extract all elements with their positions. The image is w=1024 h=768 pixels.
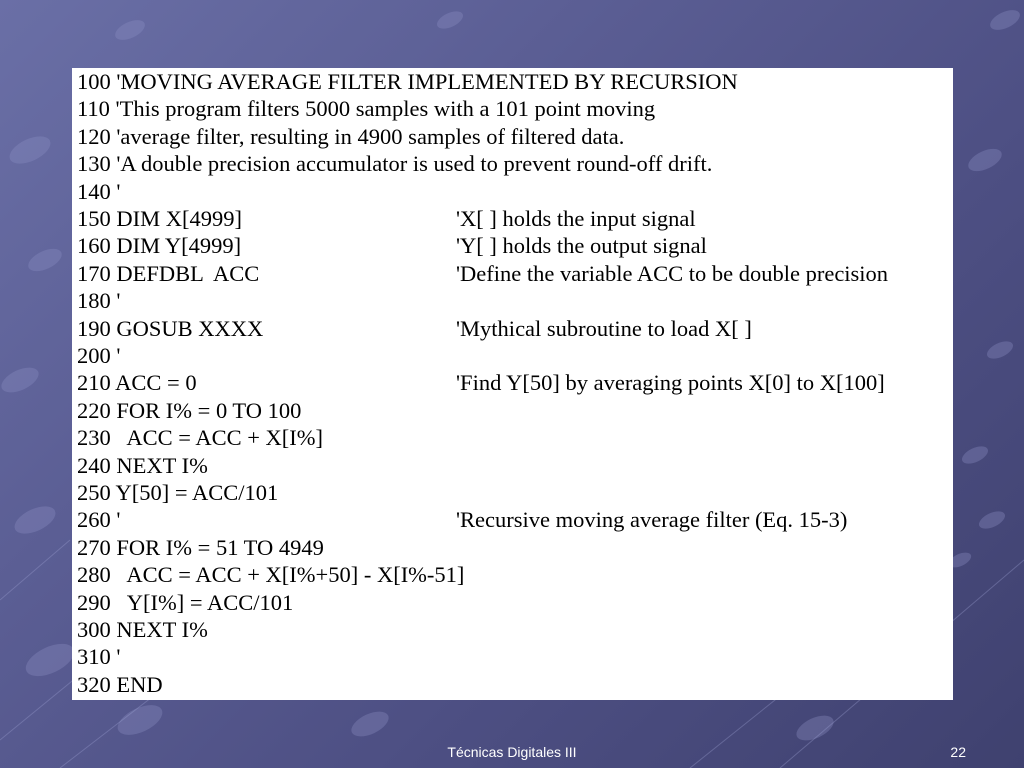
slide-page-number: 22 bbox=[950, 744, 966, 760]
code-line: 180 ' bbox=[77, 288, 121, 314]
code-line: 240 NEXT I% bbox=[77, 452, 208, 478]
code-line: 130 'A double precision accumulator is used to prevent round-off drift. bbox=[77, 151, 713, 177]
code-line: 150 DIM X[4999] bbox=[77, 206, 242, 231]
code-line: 200 ' bbox=[77, 343, 121, 368]
code-line: 120 'average filter, resulting in 4900 samples of filtered data. bbox=[77, 123, 625, 149]
code-comment: 'Recursive moving average filter (Eq. 15-3) bbox=[456, 507, 848, 533]
code-line: 190 GOSUB XXXX bbox=[77, 315, 264, 341]
code-line: 170 DEFDBL ACC bbox=[77, 260, 260, 286]
code-line: 100 'MOVING AVERAGE FILTER IMPLEMENTED BY RECURSION bbox=[77, 69, 738, 94]
code-line: 270 FOR I% = 51 TO 4949 bbox=[77, 534, 324, 560]
code-line: 290 Y[I%] = ACC/101 bbox=[77, 589, 294, 615]
code-comment: 'Find Y[50] by averaging points X[0] to X[100] bbox=[456, 370, 885, 396]
code-line: 250 Y[50] = ACC/101 bbox=[77, 480, 279, 505]
code-line: 300 NEXT I% bbox=[77, 617, 208, 642]
code-line: 160 DIM Y[4999] bbox=[77, 233, 242, 259]
code-comment: 'Y[ ] holds the output signal bbox=[456, 233, 707, 259]
code-line: 110 'This program filters 5000 samples with a 101 point moving bbox=[77, 96, 656, 122]
code-comment: 'Mythical subroutine to load X[ ] bbox=[456, 315, 752, 341]
code-comment: 'Define the variable ACC to be double precision bbox=[456, 260, 889, 286]
code-line: 260 ' bbox=[77, 507, 121, 533]
code-line: 220 FOR I% = 0 TO 100 bbox=[77, 397, 302, 423]
code-line: 210 ACC = 0 bbox=[77, 370, 197, 396]
code-line: 320 END bbox=[77, 671, 163, 697]
code-line: 280 ACC = ACC + X[I%+50] - X[I%-51] bbox=[77, 562, 465, 588]
code-line: 310 ' bbox=[77, 644, 121, 670]
code-line: 230 ACC = ACC + X[I%] bbox=[77, 425, 324, 451]
code-line: 140 ' bbox=[77, 178, 121, 204]
code-comment: 'X[ ] holds the input signal bbox=[456, 206, 696, 231]
slide-footer-title: Técnicas Digitales III bbox=[447, 744, 577, 760]
